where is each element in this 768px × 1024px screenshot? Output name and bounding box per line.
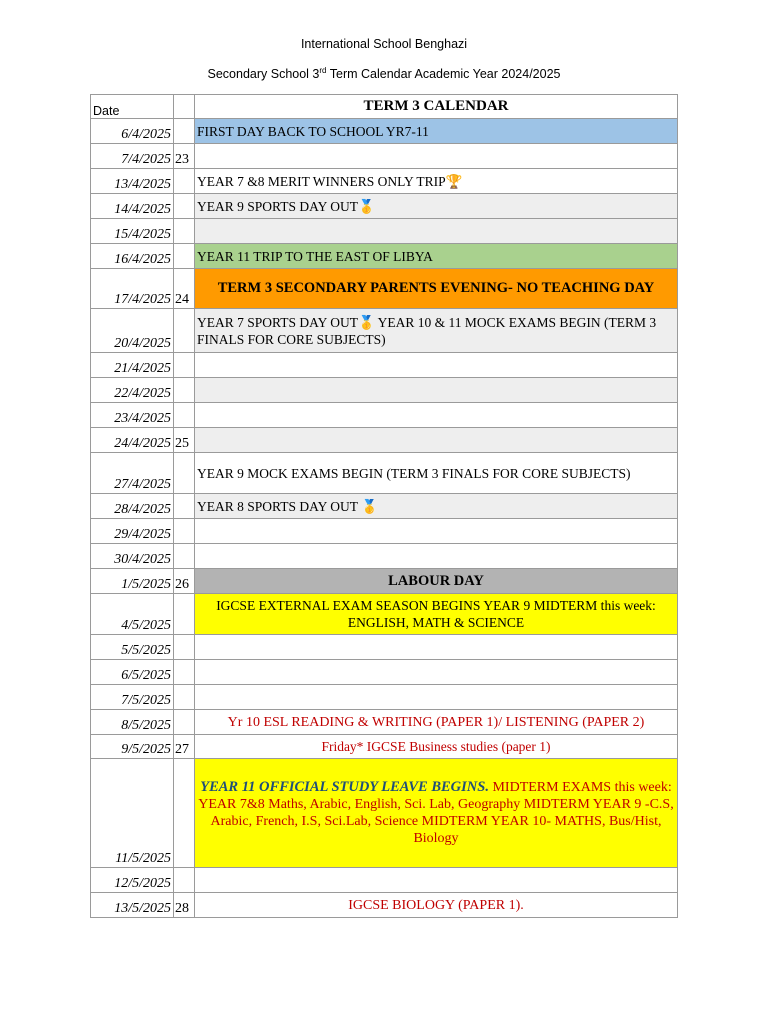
table-row [91,594,678,635]
row-date: 15/4/2025 [91,219,174,244]
row-event [195,353,678,378]
row-event [195,519,678,544]
row-event [195,660,678,685]
table-row [91,353,678,378]
row-event: IGCSE EXTERNAL EXAM SEASON BEGINS YEAR 9 MIDTERM this week: ENGLISH, MATH & SCIENCE [195,594,678,635]
row-week: 28 [174,893,195,918]
row-week [174,169,195,194]
table-row [91,735,678,759]
week-column-header [174,95,195,119]
row-date: 13/5/2025 [91,893,174,918]
row-week: 26 [174,569,195,594]
row-event: YEAR 7 SPORTS DAY OUT🥇 YEAR 10 & 11 MOCK EXAMS BEGIN (TERM 3 FINALS FOR CORE SUBJECTS) [195,309,678,353]
row-event [195,403,678,428]
table-header-row [91,95,678,119]
calendar-title: TERM 3 CALENDAR [195,95,678,119]
table-row [91,144,678,169]
table-row [91,269,678,309]
row-event [195,544,678,569]
row-date: 6/4/2025 [91,119,174,144]
calendar-subtitle-sup: rd [319,66,327,75]
row-date: 23/4/2025 [91,403,174,428]
table-row [91,403,678,428]
row-week [174,403,195,428]
term-calendar-table [90,94,678,918]
row-date: 9/5/2025 [91,735,174,759]
row-week [174,660,195,685]
row-event: Yr 10 ESL READING & WRITING (PAPER 1)/ LISTENING (PAPER 2) [195,710,678,735]
row-date: 5/5/2025 [91,635,174,660]
row-event: YEAR 11 TRIP TO THE EAST OF LIBYA [195,244,678,269]
row-event [195,685,678,710]
row-week: 27 [174,735,195,759]
row-week [174,868,195,893]
calendar-subtitle-post: Term Calendar Academic Year 2024/2025 [326,67,561,82]
table-row [91,453,678,494]
row-event: TERM 3 SECONDARY PARENTS EVENING- NO TEACHING DAY [195,269,678,309]
table-row [91,428,678,453]
row-date: 8/5/2025 [91,710,174,735]
row-date: 13/4/2025 [91,169,174,194]
table-row [91,309,678,353]
midterm-details: MIDTERM EXAMS this week: YEAR 7&8 Maths, Arabic, English, Sci. Lab, Geography MIDTERM YEAR 9 -C.S, Arabic, French, I.S, Sci.Lab, Science MIDTERM YEAR 10- MATHS, Bus/Hist, Biology [198,780,674,846]
row-date: 1/5/2025 [91,569,174,594]
school-name: International School Benghazi [300,37,468,51]
table-row [91,378,678,403]
row-week [174,453,195,494]
row-week [174,378,195,403]
row-date: 29/4/2025 [91,519,174,544]
row-event: IGCSE BIOLOGY (PAPER 1). [195,893,678,918]
row-week: 25 [174,428,195,453]
table-row [91,635,678,660]
row-event [195,428,678,453]
row-date: 7/4/2025 [91,144,174,169]
row-date: 6/5/2025 [91,660,174,685]
row-date: 17/4/2025 [91,269,174,309]
row-date: 27/4/2025 [91,453,174,494]
row-week [174,519,195,544]
row-event: LABOUR DAY [195,569,678,594]
row-week [174,685,195,710]
row-date: 20/4/2025 [91,309,174,353]
table-row [91,119,678,144]
row-week [174,544,195,569]
table-row [91,893,678,918]
row-week [174,219,195,244]
row-week [174,494,195,519]
row-date: 11/5/2025 [91,759,174,868]
row-event [195,219,678,244]
row-week: 23 [174,144,195,169]
row-date: 21/4/2025 [91,353,174,378]
table-row [91,710,678,735]
date-column-header: Date [91,95,174,119]
row-event: YEAR 9 SPORTS DAY OUT🥇 [195,194,678,219]
row-date: 14/4/2025 [91,194,174,219]
table-row [91,194,678,219]
row-event: YEAR 8 SPORTS DAY OUT 🥇 [195,494,678,519]
row-event [195,144,678,169]
table-row [91,759,678,868]
row-week [174,635,195,660]
row-date: 22/4/2025 [91,378,174,403]
row-week [174,119,195,144]
row-week [174,194,195,219]
row-date: 30/4/2025 [91,544,174,569]
study-leave-notice: YEAR 11 OFFICIAL STUDY LEAVE BEGINS. [200,779,489,795]
calendar-subtitle-pre: Secondary School 3 [207,67,320,82]
table-row [91,569,678,594]
calendar-subtitle [0,66,768,81]
table-row [91,519,678,544]
row-date: 12/5/2025 [91,868,174,893]
row-date: 28/4/2025 [91,494,174,519]
row-event [195,635,678,660]
row-date: 7/5/2025 [91,685,174,710]
table-row [91,494,678,519]
row-week [174,353,195,378]
table-row [91,219,678,244]
table-row [91,685,678,710]
row-event: YEAR 7 &8 MERIT WINNERS ONLY TRIP🏆 [195,169,678,194]
row-event [195,868,678,893]
row-event: YEAR 9 MOCK EXAMS BEGIN (TERM 3 FINALS FOR CORE SUBJECTS) [195,453,678,494]
table-row [91,868,678,893]
table-row [91,244,678,269]
table-row [91,660,678,685]
row-date: 4/5/2025 [91,594,174,635]
row-week [174,594,195,635]
row-date: 16/4/2025 [91,244,174,269]
row-week: 24 [174,269,195,309]
row-date: 24/4/2025 [91,428,174,453]
row-week [174,309,195,353]
table-row [91,169,678,194]
table-row [91,544,678,569]
row-event: Friday* IGCSE Business studies (paper 1) [195,735,678,759]
row-event [195,378,678,403]
row-week [174,244,195,269]
row-event: FIRST DAY BACK TO SCHOOL YR7-11 [195,119,678,144]
row-week [174,759,195,868]
row-event [195,759,678,868]
row-week [174,710,195,735]
